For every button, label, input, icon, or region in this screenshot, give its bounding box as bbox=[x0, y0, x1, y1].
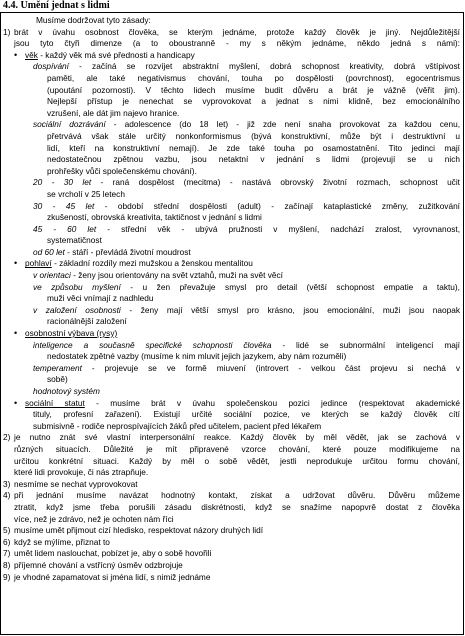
age-30-line-2: zkušeností, obrovská kreativita, taktičnost v jednání s lidmi bbox=[47, 212, 262, 223]
socialni-line-3: lidí, kteří na konstruktivní nemají). Je zde také touha po osamostatnění. Tito jedinci mají bbox=[47, 142, 460, 153]
paragraph-1-number: 1) bbox=[3, 26, 11, 37]
term-zalozeni-osobnosti: v založení osobnosti bbox=[33, 304, 121, 315]
socialni-line-5: prohřešky vůči společenskému chování). bbox=[47, 165, 197, 176]
socialni-line-4: nedostatečnou zpětnou vazbu, jsou netaktní v jednání s lidmi (projevují se u nich bbox=[47, 154, 460, 165]
age-20-line-2: se vrcholí v 25 letech bbox=[47, 188, 125, 199]
paragraph-2-line-4: které lidi provokuje, či nás ztrapňuje. bbox=[14, 467, 149, 478]
zpusob-line-1 bbox=[3, 282, 460, 294]
paragraph-2-number: 2) bbox=[3, 432, 11, 443]
section-heading: 4.4. Umění jednat s lidmi bbox=[3, 0, 110, 11]
age-60-text: - stáří - převládá životní moudrost bbox=[64, 246, 191, 257]
paragraph-2-text: je nutno znát své vlastní interpersonální reakce. Každý člověk by měl vědět, jak se zachová v bbox=[14, 432, 460, 443]
term-age-30: 30 - 45 let bbox=[33, 200, 95, 211]
paragraph-1-line-2: jsou tyto čtyři dimenze (a to oboustranně - my s někým jednáme, někdo jedná s námi): bbox=[14, 38, 460, 49]
age-20-line-1 bbox=[3, 177, 460, 189]
socialni-line-2: přetrvává však stále určitý nonkonformismus (bývá konstruktivní, může být i destruktivní u bbox=[47, 130, 460, 141]
dospivani-line-2: paměti, ale také negativismus chování, touha po dospělosti (povrchnost), egocentrismus bbox=[47, 72, 460, 83]
inteligence-line-2: nedostatek zpětné vazby (musíme k nim mluvit jejich jazykem, aby nám rozuměli) bbox=[47, 351, 347, 362]
term-temperament: temperament bbox=[33, 362, 82, 373]
paragraph-4-line-2: ztratit, když jsme třeba porušili zásadu diskrétnosti, když se snažíme napopvrě dostat z člověka bbox=[14, 501, 460, 512]
dospivani-line-4: Nejlepší přístup je nenechat se vyprovokovat a jednat s nimi klidně, bez emocionálního bbox=[47, 96, 460, 107]
pohlavi-description: - základní rozdíly mezi mužskou a ženskou mentalitou bbox=[51, 258, 253, 269]
socialni-text: - adolescence (do 18 let) - již zde není snaha provokovat za každou cenu, bbox=[105, 119, 461, 130]
bullet-status bbox=[3, 398, 460, 410]
paragraph-7-text: umět lidem naslouchat, pobízet je, aby o sobě hovořili bbox=[14, 548, 212, 559]
bullet-icon: • bbox=[14, 258, 18, 269]
dospivani-line-5: vzrušení, ale dát jim najevo hranice. bbox=[47, 107, 180, 118]
paragraph-2-line-2: různých situacích. Důležité je mít připravené vzorce chování, které pouze modifikujeme na bbox=[14, 443, 460, 454]
paragraph-8 bbox=[3, 560, 460, 572]
zalozeni-line-2: racionálnější založení bbox=[47, 316, 127, 327]
zpusob-text: - u žen převažuje smysl pro detail (větší schopnost empatie a taktu), bbox=[120, 281, 460, 292]
age-45-line-2: systematičnost bbox=[47, 235, 102, 246]
bullet-vek bbox=[3, 50, 460, 62]
term-age-45: 45 - 60 let bbox=[33, 223, 97, 234]
paragraph-3-number: 3) bbox=[3, 478, 11, 489]
dospivani-line-3: (upoutání pozornosti). V těchto lidech musíme budit důvěru a brát je vážně (věřit jim). bbox=[47, 84, 460, 95]
bullet-icon: • bbox=[14, 328, 18, 339]
hodnotovy-system: hodnotový systém bbox=[33, 386, 100, 396]
paragraph-2-line-1 bbox=[3, 432, 460, 444]
paragraph-8-number: 8) bbox=[3, 559, 11, 570]
paragraph-4-number: 4) bbox=[3, 490, 11, 501]
term-socialni-dozravani: sociální dozrávání bbox=[33, 119, 106, 130]
orientace-line bbox=[3, 270, 460, 282]
age-60-line bbox=[3, 247, 460, 259]
temperament-line-2: sobě) bbox=[47, 374, 68, 385]
socialni-line-1 bbox=[3, 119, 460, 131]
zalozeni-text: - ženy mají větší smysl pro krásno, jsou emocionální, muži jsou naopak bbox=[120, 304, 460, 315]
age-45-line-1 bbox=[3, 224, 460, 236]
bullet-pohlavi bbox=[3, 258, 460, 270]
paragraph-6-text: když se mýlíme, přiznat to bbox=[14, 536, 110, 547]
age-30-line-1 bbox=[3, 201, 460, 213]
paragraph-5 bbox=[3, 525, 460, 537]
paragraph-1-text: brát v úvahu osobnost člověka, se kterým jednáme, protože každý člověk je jiný. Nejdůležitější bbox=[14, 26, 460, 37]
bullet-icon: • bbox=[14, 49, 18, 60]
paragraph-7 bbox=[3, 548, 460, 560]
paragraph-7-number: 7) bbox=[3, 548, 11, 559]
paragraph-6-number: 6) bbox=[3, 536, 11, 547]
zalozeni-line-1 bbox=[3, 305, 460, 317]
paragraph-3 bbox=[3, 479, 460, 491]
paragraph-2-line-3: určitou konkrétní situaci. Každý by měl o sobě vědět, jestli neprodukuje určitou formu chování, bbox=[14, 455, 460, 466]
paragraph-3-text: nesmíme se nechat vyprovokovat bbox=[14, 478, 138, 489]
status-line-3: submisivně - rodiče neprospívajících žáků před učitelem, pacient před lékařem bbox=[33, 420, 322, 431]
term-osobnostni-vybava: osobnostní výbava (rysy) bbox=[25, 328, 118, 339]
age-20-text: - raná dospělost (mecitma) - nastává obrovský životní rozmach, schopnost učit bbox=[91, 177, 460, 188]
bullet-icon: • bbox=[14, 397, 18, 408]
dospivani-text: - začíná se rozvíjet abstraktní myšlení, dobrá schopnost kreativity, dobrá vštípivost bbox=[68, 61, 460, 72]
zpusob-line-2: muži věci vnímají z nadhledu bbox=[47, 293, 154, 304]
term-vek: věk bbox=[25, 49, 38, 60]
intro-line: Musíme dodržovat tyto zásady: bbox=[36, 15, 151, 25]
term-age-20: 20 - 30 let bbox=[33, 177, 92, 188]
inteligence-text: - lidé se subnormální inteligencí mají bbox=[271, 339, 460, 350]
paragraph-8-text: příjemné chování a vstřícný úsměv odzbrojuje bbox=[14, 559, 183, 570]
term-age-60: od 60 let bbox=[33, 246, 65, 257]
paragraph-4-text: při jednání musíme navázat hodnotný kontakt, získat a udržovat důvěru. Důvěru můžeme bbox=[14, 490, 460, 501]
document-body bbox=[3, 15, 460, 583]
vek-description: - každý věk má své přednosti a handicapy bbox=[37, 49, 195, 60]
term-pohlavi: pohlaví bbox=[25, 258, 52, 269]
term-zpusob-mysleni: ve způsobu myšlení bbox=[33, 281, 121, 292]
paragraph-5-text: musíme umět přijmout cizí hledisko, respektovat názory druhých lidí bbox=[14, 525, 264, 536]
term-dospivani: dospívání bbox=[33, 61, 69, 72]
paragraph-9-number: 9) bbox=[3, 571, 11, 582]
paragraph-4-line-1 bbox=[3, 490, 460, 502]
dospivani-line-1 bbox=[3, 61, 460, 73]
age-45-text: - střední věk - ubývá pružnosti v myšlení, nadchází zralost, vyrovnanost, bbox=[96, 223, 460, 234]
bullet-vybava bbox=[3, 328, 460, 340]
paragraph-5-number: 5) bbox=[3, 525, 11, 536]
temperament-text: - projevuje se ve formě miuvení (introvert - velkou část projevu si nechá v bbox=[81, 362, 460, 373]
paragraph-6 bbox=[3, 537, 460, 549]
term-socialni-statut: sociální statut bbox=[25, 397, 85, 408]
inteligence-line-1 bbox=[3, 340, 460, 352]
term-orientace: v orientaci bbox=[33, 270, 71, 281]
status-line-2: tituly, profesní zařazení). Existují určité sociální pozice, ve kterých se každý člověk cítí bbox=[33, 409, 460, 420]
orientace-text: - ženy jsou orientovány na svět vztahů, muži na svět věcí bbox=[70, 270, 283, 281]
paragraph-9 bbox=[3, 572, 460, 584]
status-text: - musíme brát v úvahu společenskou pozici jedince (respektovat akademické bbox=[84, 397, 460, 408]
temperament-line-1 bbox=[3, 363, 460, 375]
paragraph-9-text: je vhodné zapamatovat si jména lidí, s nimiž jednáme bbox=[14, 571, 211, 582]
term-inteligence: inteligence a současně specifické schopnosti člověka bbox=[33, 339, 272, 350]
paragraph-4-line-3: více, než je zdrávo, než je ochoten nám říci bbox=[14, 513, 174, 524]
paragraph-1-line-1 bbox=[3, 27, 460, 39]
age-30-text: - období střední dospělosti (adult) - začínají kataplastické změny, zužitkování bbox=[94, 200, 460, 211]
